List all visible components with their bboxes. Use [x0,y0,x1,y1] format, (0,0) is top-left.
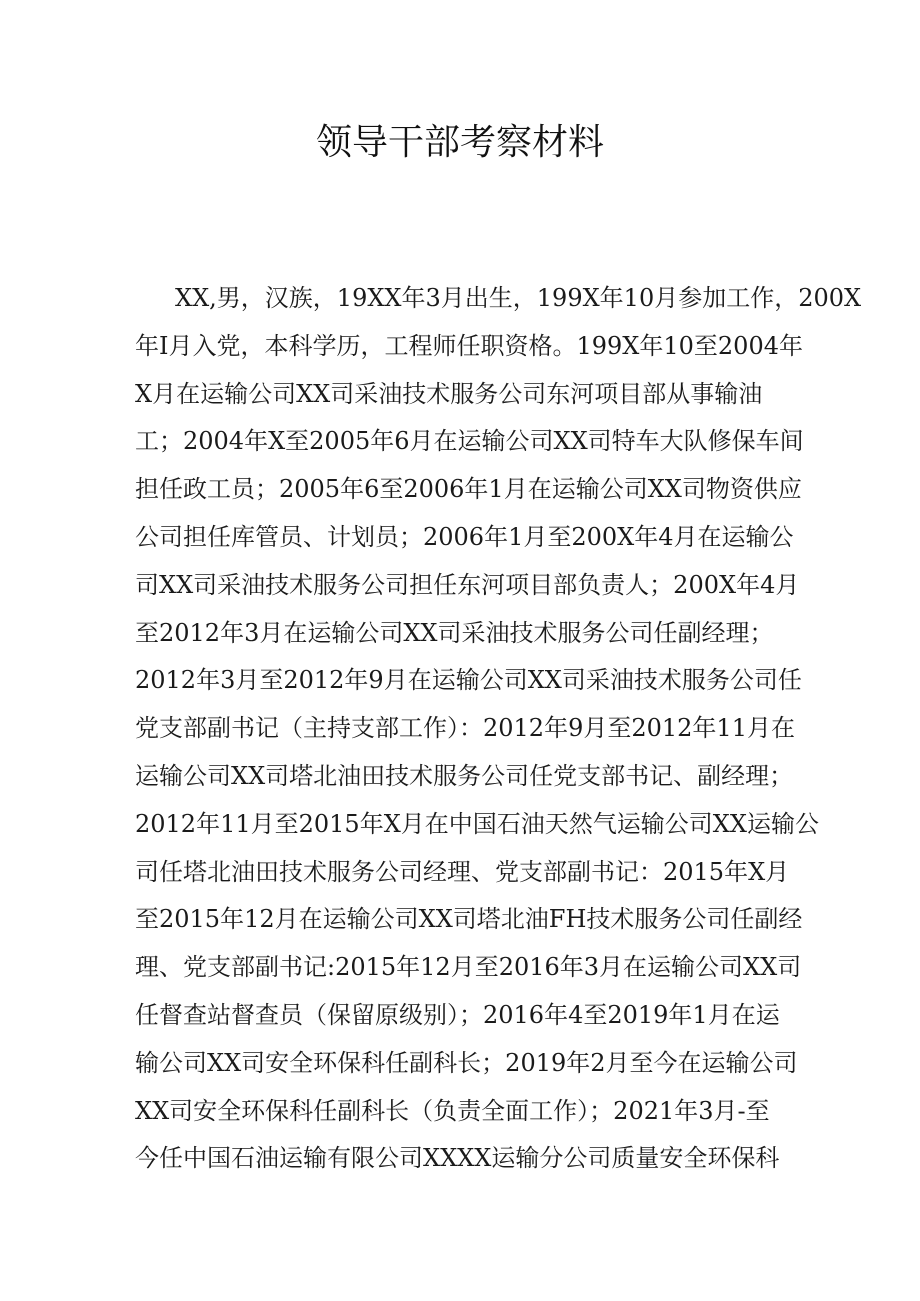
body-line: 2012年3月至2012年9月在运输公司XX司采油技术服务公司任 [135,666,802,695]
body-line: 司任塔北油田技术服务公司经理、党支部副书记：2015年X月 [135,857,790,886]
body-line: 至2012年3月在运输公司XX司采油技术服务公司任副经理； [135,618,774,647]
body-line: X月在运输公司XX司采油技术服务公司东河项目部从事输油 [135,379,763,408]
body-line: 公司担任库管员、计划员；2006年1月至200X年4月在运输公 [135,522,794,551]
body-line: 工；2004年X至2005年6月在运输公司XX司特车大队修保车间 [135,427,804,456]
body-line: 担任政工员；2005年6至2006年1月在运输公司XX司物资供应 [135,475,802,504]
body-line: 输公司XX司安全环保科任副科长；2019年2月至今在运输公司 [135,1048,798,1077]
body-line: 运输公司XX司塔北油田技术服务公司任党支部书记、副经理； [135,761,794,790]
body-line: 任督查站督查员（保留原级别）；2016年4至2019年1月在运 [135,1000,780,1029]
body-line: 至2015年12月在运输公司XX司塔北油FH技术服务公司任副经 [135,905,803,934]
body-line: 党支部副书记（主持支部工作）：2012年9月至2012年11月在 [135,714,795,743]
document-title: 领导干部考察材料 [315,122,604,163]
body-line: 理、党支部副书记:2015年12月至2016年3月在运输公司XX司 [135,953,802,982]
body-line: XX,男，汉族，19XX年3月出生，199X年10月参加工作，200X [175,284,862,312]
body-line: 司XX司采油技术服务公司担任东河项目部负责人；200X年4月 [135,570,800,599]
body-line: 年I月入党，本科学历，工程师任职资格。199X年10至2004年 [135,331,803,360]
body-line: 今任中国石油运输有限公司XXXX运输分公司质量安全环保科 [135,1144,780,1173]
document-body [135,275,862,1183]
body-line: 2012年11月至2015年X月在中国石油天然气运输公司XX运输公 [135,809,819,838]
body-line: XX司安全环保科任副科长（负责全面工作）；2021年3月-至 [135,1096,770,1125]
